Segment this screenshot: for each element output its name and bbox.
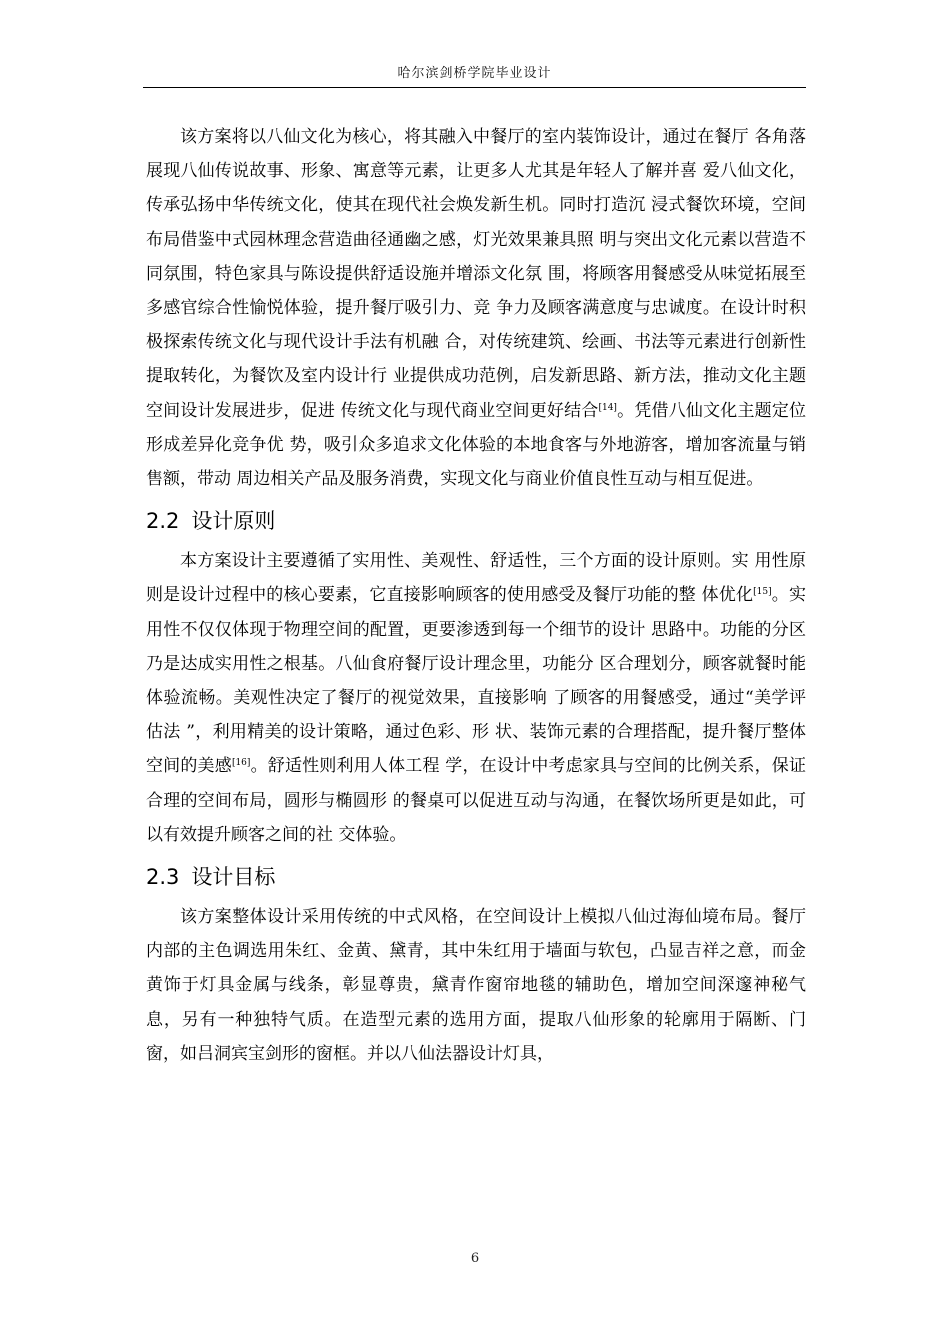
principles-text-2: 。实用性不仅仅体现于物理空间的配置，更要渗透到每一个细节的设计 思路中。功能的分区乃是达成实用性之根基。八仙食府餐厅设计理念里，功能分 区合理划分，顾客就餐时能体验流畅。美观性决定了餐厅的视觉效果，直接影响 了顾客的用餐感受，通过“美学评估法 ”，利用精美的设计策略，通过色彩、形 状、装饰元素的合理搭配，提升餐厅整体空间的美感 bbox=[146, 585, 806, 777]
intro-text-tail: 。凭借八仙文化主题定位形成差异化竞争优 势，吸引众多追求文化体验的本地食客与外地游客，增加客流量与销售额，带动 周边相关产品及服务消费，实现文化与商业价值良性互动与相互促进。 bbox=[146, 400, 807, 490]
section-heading-2-2 bbox=[146, 504, 806, 538]
intro-text: 该方案将以八仙文化为核心，将其融入中餐厅的室内装饰设计，通过在餐厅 各角落展现八仙传说故事、形象、寓意等元素，让更多人尤其是年轻人了解并喜 爱八仙文化，传承弘扬中华传统文化，使其在现代社会焕发新生机。同时打造沉 浸式餐饮环境，空间布局借鉴中式园林理念营造曲径通幽之感，灯光效果兼具照 明与突出文化元素以营造不同氛围，特色家具与陈设提供舒适设施并增添文化氛 围，将顾客用餐感受从味觉拓展至多感官综合性愉悦体验，提升餐厅吸引力、竞 争力及顾客满意度与忠诚度。在设计时积极探索传统文化与现代设计手法有机融 合，对传统建筑、绘画、书法等元素进行创新性提取转化，为餐饮及室内设计行 业提供成功范例，启发新思路、新方法，推动文化主题空间设计发展进步，促进 传统文化与现代商业空间更好结合 bbox=[146, 127, 806, 421]
intro-paragraph bbox=[146, 120, 806, 496]
principles-paragraph bbox=[146, 544, 806, 852]
citation-16: [16] bbox=[231, 758, 251, 769]
goals-paragraph: 该方案整体设计采用传统的中式风格，在空间设计上模拟八仙过海仙境布局。餐厅内部的主色调选用朱红、金黄、黛青，其中朱红用于墙面与软包，凸显吉祥之意，而金黄饰于灯具金属与线条，彰显尊贵，黛青作窗帘地毯的辅助色，增加空间深邃神秘气息，另有一种独特气质。在造型元素的选用方面，提取八仙形象的轮廓用于隔断、门窗，如吕洞宾宝剑形的窗框。并以八仙法器设计灯具， bbox=[146, 907, 806, 1064]
principles-text-3: 。舒适性则利用人体工程 学，在设计中考虑家具与空间的比例关系，保证合理的空间布局，圆形与椭圆形 的餐桌可以促进互动与沟通，在餐饮场所更是如此，可以有效提升顾客之间的社 交体验。 bbox=[146, 756, 806, 845]
section-title: 设计原则 bbox=[191, 509, 276, 534]
section-number: 2.2 bbox=[146, 509, 180, 534]
page-header: 哈尔滨剑桥学院毕业设计 bbox=[397, 66, 552, 81]
section-title: 设计目标 bbox=[191, 865, 276, 890]
section-number: 2.3 bbox=[146, 865, 180, 890]
citation-15: [15] bbox=[753, 587, 772, 598]
principles-text-1: 本方案设计主要遵循了实用性、美观性、舒适性，三个方面的设计原则。实 用性原则是设计过程中的核心要素，它直接影响顾客的使用感受及餐厅功能的整 体优化 bbox=[146, 551, 806, 606]
document-body bbox=[146, 120, 806, 1071]
header-divider bbox=[143, 87, 806, 88]
page-number: 6 bbox=[470, 1251, 480, 1266]
section-heading-2-3 bbox=[146, 860, 806, 894]
citation-14: [14] bbox=[598, 402, 617, 413]
